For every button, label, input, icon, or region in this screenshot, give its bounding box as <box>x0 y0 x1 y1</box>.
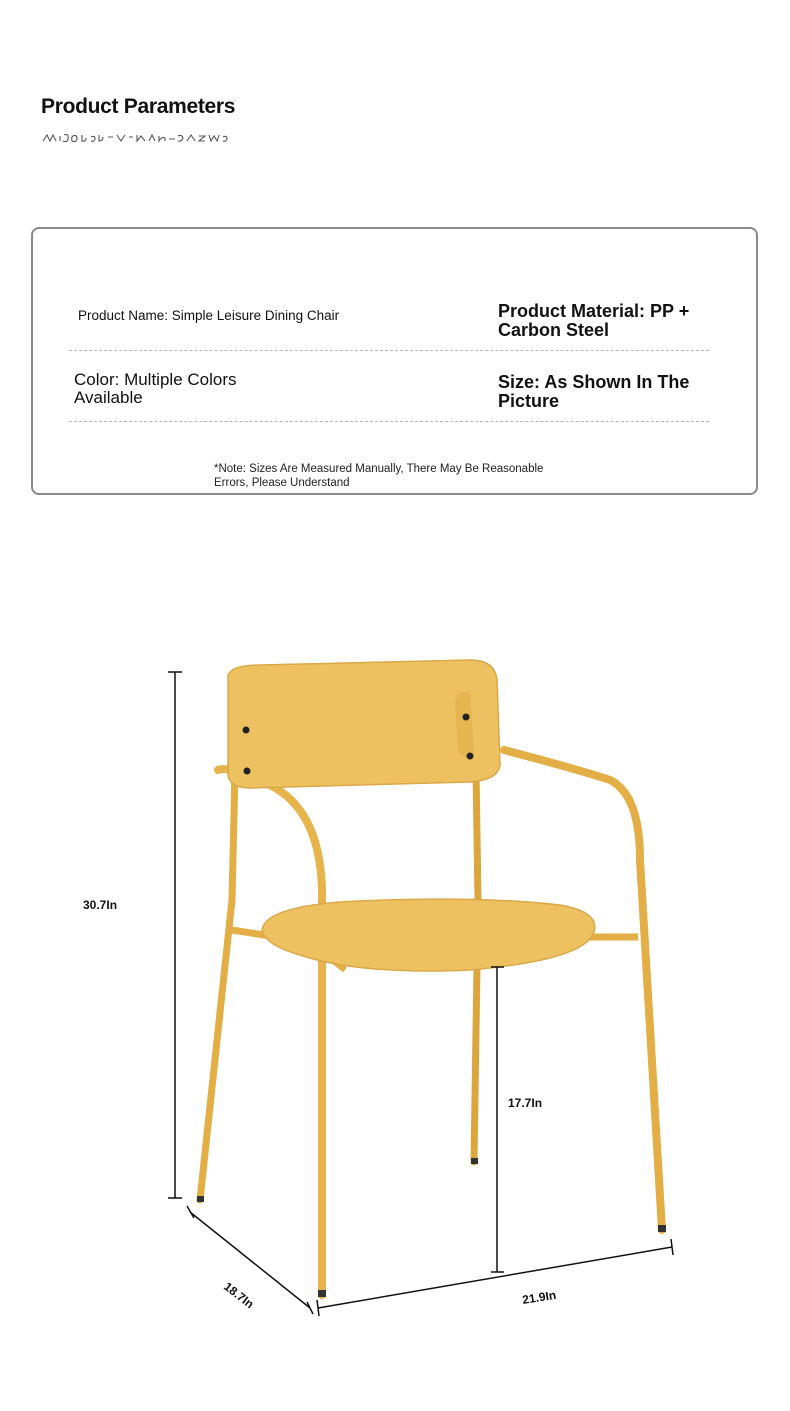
divider <box>69 350 709 351</box>
measurement-note: *Note: Sizes Are Measured Manually, There May Be Reasonable Errors, Please Understand <box>214 463 544 489</box>
product-name: Product Name: Simple Leisure Dining Chair <box>78 308 340 323</box>
width-label: 21.9In <box>521 1287 558 1307</box>
subtitle-scribble <box>41 130 231 146</box>
divider <box>69 421 709 422</box>
seat-height-label: 17.7In <box>508 1096 543 1110</box>
height-label: 30.7In <box>83 898 118 912</box>
product-material: Product Material: PP + Carbon Steel <box>498 301 690 340</box>
chair-dimension-diagram <box>0 640 790 1340</box>
product-color: Color: Multiple Colors Available <box>74 370 237 407</box>
chair-illustration <box>197 660 666 1297</box>
page-title: Product Parameters <box>41 95 236 118</box>
product-size: Size: As Shown In The Picture <box>498 372 690 411</box>
depth-label: 18.7In <box>221 1279 257 1312</box>
params-card <box>31 227 758 495</box>
